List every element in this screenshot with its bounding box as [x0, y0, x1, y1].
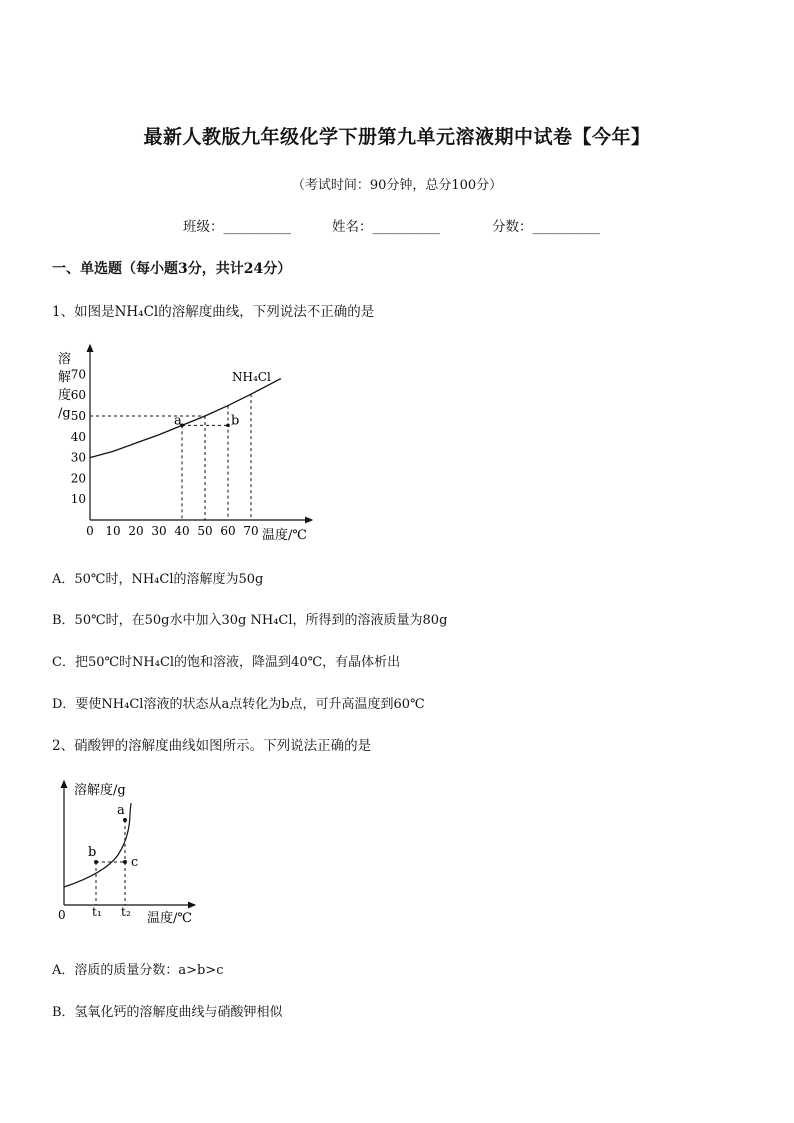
series-label: NH₄Cl	[232, 370, 271, 384]
y-tick-label: 50	[70, 409, 86, 423]
label-c: c	[131, 855, 139, 870]
x-axis-label-2: 温度/℃	[147, 911, 192, 926]
y-axis-label-2: 溶解度/g	[74, 783, 126, 798]
score-field[interactable]	[492, 215, 600, 235]
class-blank: __________	[223, 219, 291, 235]
name-blank: __________	[372, 219, 440, 235]
question-1-stem: 1、如图是NH₄Cl的溶解度曲线，下列说法不正确的是	[52, 304, 375, 320]
x-tick-label: 50	[197, 524, 213, 538]
y-tick-label: 30	[70, 450, 86, 465]
y-label-4: /g	[58, 406, 71, 421]
q2-option-b[interactable]: B．氢氧化钙的溶解度曲线与硝酸钾相似	[52, 1005, 283, 1020]
name-label: 姓名：	[332, 219, 373, 235]
q1-option-d[interactable]: D．要使NH₄Cl溶液的状态从a点转化为b点，可升高温度到60℃	[52, 697, 425, 712]
q1-option-c[interactable]: C．把50℃时NH₄Cl的饱和溶液，降温到40℃，有晶体析出	[52, 655, 401, 670]
x-tick-label: 20	[128, 524, 144, 538]
y-tick-label: 40	[70, 429, 86, 444]
nh4cl-curve	[90, 379, 281, 458]
origin-label: 0	[58, 908, 66, 922]
score-blank: __________	[532, 219, 600, 235]
y-label-3: 度	[58, 388, 72, 403]
label-b: b	[88, 845, 97, 860]
nh4cl-solubility-chart	[50, 340, 330, 545]
q2-option-a[interactable]: A．溶质的质量分数：a>b>c	[52, 963, 224, 978]
score-label: 分数：	[492, 219, 533, 235]
point-a	[123, 818, 127, 822]
y-tick-label: 70	[70, 367, 86, 382]
x-tick-label: 60	[220, 524, 236, 538]
section-heading: 一、单选题（每小题3分，共计24分）	[52, 261, 292, 277]
y-label-1: 溶	[58, 352, 72, 367]
x-tick-label: 0	[86, 524, 94, 538]
q1-option-a[interactable]: A．50℃时，NH₄Cl的溶解度为50g	[52, 572, 264, 587]
y-tick-label: 10	[70, 492, 86, 507]
y-tick-label: 60	[70, 388, 86, 403]
kno3-solubility-chart	[50, 775, 210, 935]
point-label-b: b	[231, 413, 240, 429]
point-label-a: a	[174, 413, 182, 429]
class-label: 班级：	[183, 219, 224, 235]
x-tick-label: 40	[174, 524, 190, 538]
x-tick-label: 30	[151, 524, 167, 538]
name-field[interactable]	[332, 215, 440, 235]
x-tick-label: 70	[243, 524, 259, 538]
point-b	[226, 424, 230, 428]
point-c	[123, 860, 127, 864]
x-axis-label: 温度/℃	[262, 528, 307, 543]
tick-t2: t₂	[121, 905, 131, 919]
y-label-2: 解	[58, 370, 72, 385]
question-2-stem: 2、硝酸钾的溶解度曲线如图所示。下列说法正确的是	[52, 738, 372, 754]
exam-subtitle: （考试时间：90分钟，总分100分）	[291, 178, 503, 193]
curve-tail	[130, 803, 131, 813]
y-tick-label: 20	[70, 471, 86, 486]
point-b	[94, 860, 98, 864]
tick-t1: t₁	[92, 905, 102, 919]
q1-option-b[interactable]: B．50℃时，在50g水中加入30g NH₄Cl，所得到的溶液质量为80g	[52, 613, 448, 628]
page-title: 最新人教版九年级化学下册第九单元溶液期中试卷【今年】	[143, 126, 651, 148]
x-tick-label: 10	[105, 524, 121, 538]
class-field[interactable]	[183, 215, 291, 235]
label-a: a	[117, 803, 125, 818]
kno3-curve	[64, 813, 130, 887]
